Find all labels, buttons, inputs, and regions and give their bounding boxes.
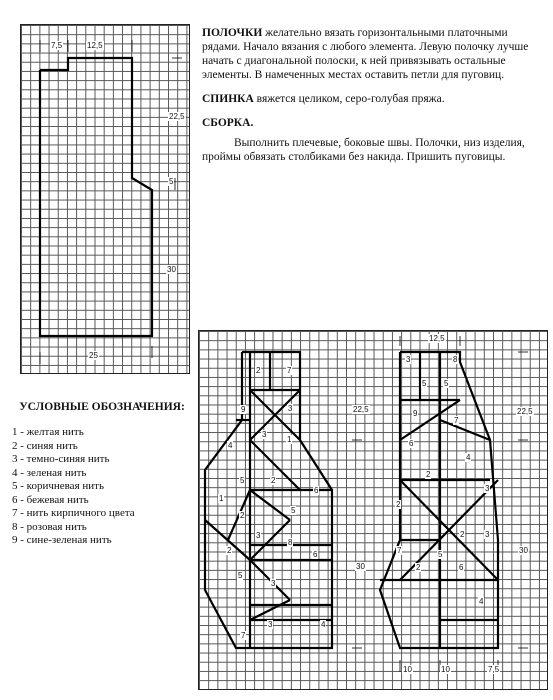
legend-item: 9 - сине-зеленая нить	[12, 534, 112, 546]
back-heading: СПИНКА	[202, 93, 254, 105]
element-number: 5	[240, 476, 245, 485]
front-dim-bottom-3: 7,5	[488, 665, 500, 674]
back-dim-armhole-height: 22,5	[169, 112, 185, 121]
element-number: 8	[453, 355, 458, 364]
back-dim-armhole-depth: 5	[169, 177, 174, 186]
legend-item: 5 - коричневая нить	[12, 480, 104, 492]
element-number: 7	[241, 631, 246, 640]
front-dim-left-body: 30	[356, 562, 365, 571]
element-number: 6	[459, 563, 464, 572]
back-body: вяжется целиком, серо-голубая пряжа.	[256, 93, 445, 105]
element-number: 4	[479, 597, 484, 606]
element-number: 5	[238, 571, 243, 580]
legend-item: 8 - розовая нить	[12, 520, 87, 533]
element-number: 3	[256, 531, 261, 540]
front-dim-top-width: 12,5	[429, 334, 445, 343]
element-number: 7	[454, 416, 459, 425]
element-number: 5	[444, 379, 449, 388]
element-number: 2	[256, 366, 261, 375]
element-number: 5	[291, 506, 296, 515]
element-number: 5	[438, 550, 443, 559]
element-number: 9	[413, 409, 418, 418]
element-number: 1	[219, 494, 224, 503]
element-number: 4	[228, 441, 233, 450]
element-number: 2	[240, 511, 245, 520]
front-dim-left-armhole: 22,5	[353, 405, 369, 414]
element-number: 2	[396, 500, 401, 509]
assembly-body: Выполнить плечевые, боковые швы. Полочки, низ изделия, проймы обвязать столбиками без накида. Пришить пуговицы.	[202, 137, 525, 163]
element-number: 3	[268, 620, 273, 629]
element-number: 3	[406, 355, 411, 364]
element-number: 9	[241, 405, 246, 414]
element-number: 6	[313, 550, 318, 559]
element-number: 2	[227, 546, 232, 555]
element-number: 2	[460, 530, 465, 539]
front-body: желательно вязать горизонтальными платочными рядами. Начало вязания с любого элемента. Левую полочку лучше начать с диагональной полоски, к ней привязывать остальные элементы. В намеченных местах оставить петли для пуговиц.	[202, 27, 529, 81]
front-dim-bottom-2: 10	[441, 665, 450, 674]
element-number: 6	[409, 439, 414, 448]
legend-item: 3 - темно-синяя нить	[12, 453, 110, 465]
legend-item: 6 - бежевая нить	[12, 493, 89, 506]
back-dim-shoulder-width: 12,5	[87, 41, 103, 50]
element-number: 3	[271, 579, 276, 588]
element-number: 3	[485, 484, 490, 493]
element-number: 4	[321, 620, 326, 629]
element-number: 2	[416, 563, 421, 572]
legend-title: УСЛОВНЫЕ ОБОЗНАЧЕНИЯ:	[19, 401, 185, 413]
element-number: 6	[314, 486, 319, 495]
element-number: 1	[287, 435, 292, 444]
legend-item: 2 - синяя нить	[12, 439, 78, 452]
assembly-heading: СБОРКА.	[202, 117, 254, 129]
element-number: 3	[485, 530, 490, 539]
legend-item: 1 - желтая нить	[12, 426, 84, 438]
element-number: 4	[466, 453, 471, 462]
element-number: 7	[287, 366, 292, 375]
element-number: 8	[288, 538, 293, 547]
element-number: 2	[271, 476, 276, 485]
element-number: 3	[262, 430, 267, 439]
element-number: 2	[426, 470, 431, 479]
back-dim-bottom-width: 25	[89, 351, 98, 360]
back-dim-body-height: 30	[167, 265, 176, 274]
front-dim-right-body: 30	[519, 546, 528, 555]
front-dim-right-armhole: 22,5	[517, 407, 533, 416]
element-number: 5	[422, 379, 427, 388]
legend-item: 4 - зеленая нить	[12, 466, 87, 479]
element-number: 3	[288, 404, 293, 413]
element-number: 7	[397, 546, 402, 555]
front-dim-bottom-1: 10	[403, 665, 412, 674]
front-heading: ПОЛОЧКИ	[202, 27, 263, 39]
legend-item: 7 - нить кирпичного цвета	[12, 507, 135, 519]
back-dim-neck-width: 7,5	[51, 41, 63, 50]
